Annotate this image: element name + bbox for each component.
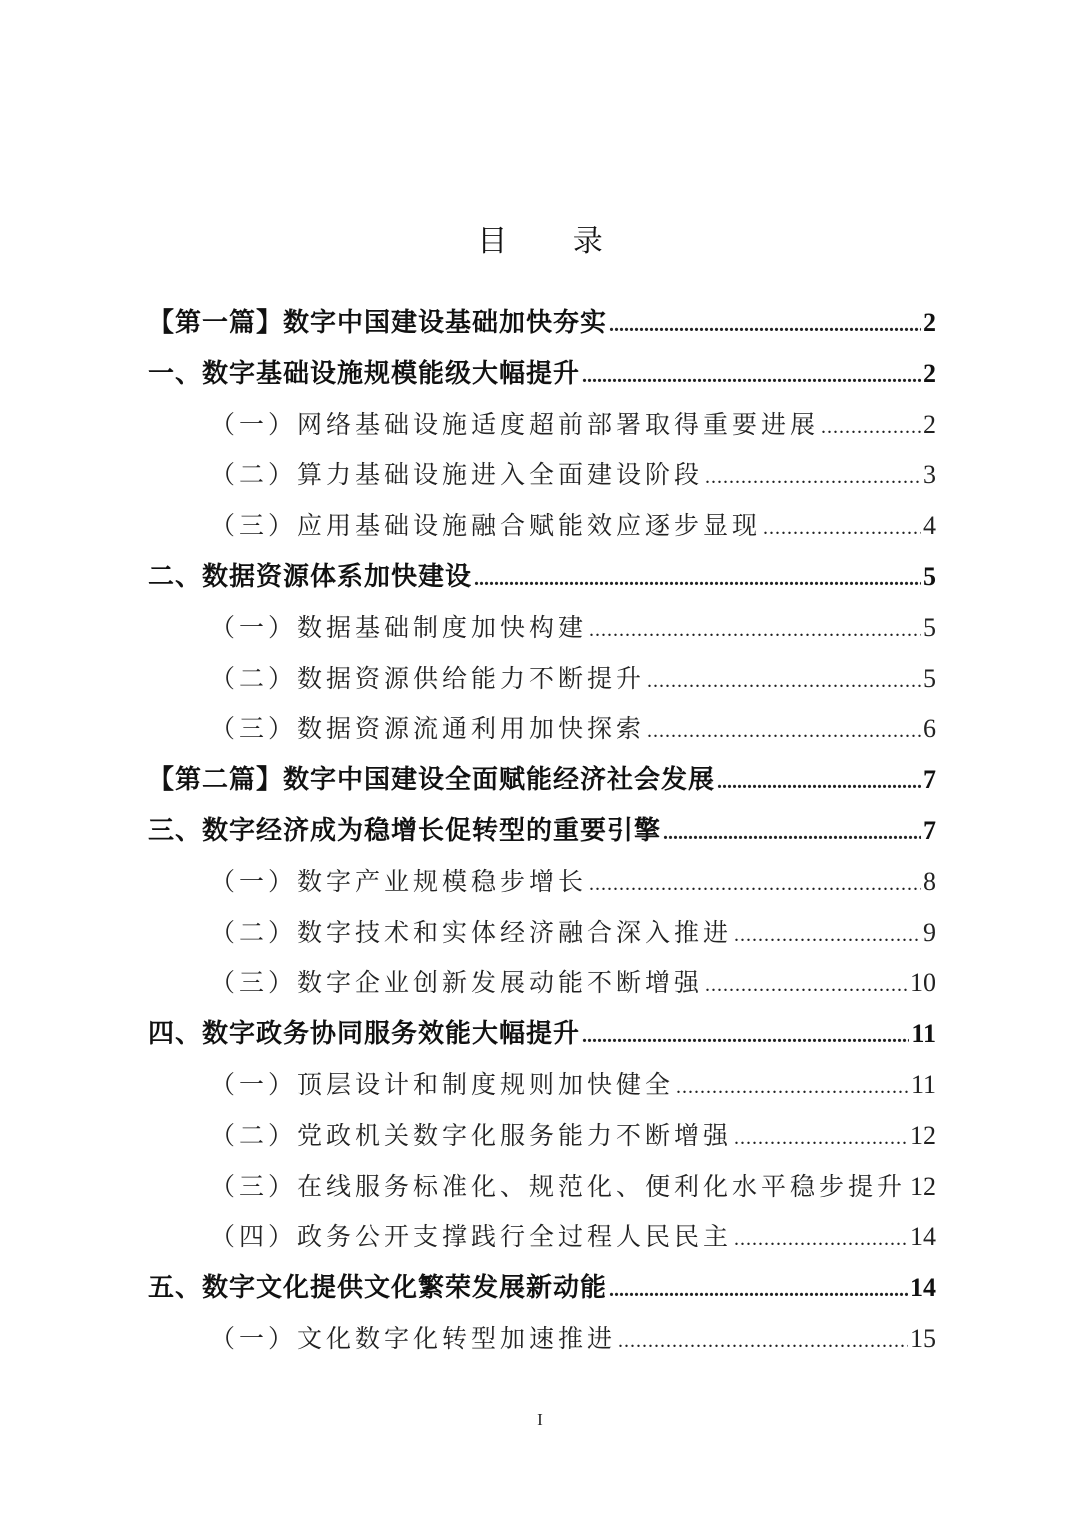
toc-entry-section-5-1[interactable]	[148, 1314, 936, 1365]
toc-entry-label: 【第一篇】数字中国建设基础加快夯实	[148, 308, 608, 338]
toc-entry-label: （三）应用基础设施融合赋能效应逐步显现	[210, 511, 762, 541]
dot-leader	[589, 859, 921, 908]
dot-leader	[821, 402, 921, 451]
toc-entry-section-3-1[interactable]	[148, 857, 936, 908]
toc-entry-page: 12	[910, 1171, 936, 1201]
toc-title: 目 录	[477, 224, 631, 260]
toc-entry-page: 7	[923, 765, 936, 795]
dot-leader	[734, 1214, 908, 1263]
toc-entry-part-2[interactable]	[148, 755, 936, 806]
toc-entry-chapter-2[interactable]	[148, 552, 936, 603]
toc-entry-label: （二）算力基础设施进入全面建设阶段	[210, 460, 704, 490]
toc-entry-label: （一）数据基础制度加快构建	[210, 612, 588, 642]
dot-leader	[609, 300, 921, 349]
toc-entry-chapter-5[interactable]	[148, 1263, 936, 1314]
toc-entry-label: （四）政务公开支撑践行全过程人民民主	[210, 1222, 733, 1252]
dot-leader	[582, 1011, 909, 1060]
toc-entry-page: 6	[923, 714, 936, 744]
toc-entry-page: 14	[910, 1222, 936, 1252]
dot-leader	[589, 605, 921, 654]
dot-leader	[734, 910, 921, 959]
toc-entry-label: （二）数字技术和实体经济融合深入推进	[210, 917, 733, 947]
dot-leader	[663, 808, 921, 857]
toc-entry-page: 2	[923, 358, 936, 388]
toc-entry-section-2-2[interactable]	[148, 654, 936, 705]
toc-entry-page: 2	[923, 308, 936, 337]
toc-entry-page: 11	[911, 1019, 936, 1049]
toc-entry-page: 7	[923, 815, 936, 845]
toc-entry-label: （三）数字企业创新发展动能不断增强	[210, 968, 704, 998]
toc-entry-page: 14	[910, 1273, 936, 1303]
toc-entry-section-3-3[interactable]	[148, 958, 936, 1009]
toc-entry-label: （一）顶层设计和制度规则加快健全	[210, 1069, 675, 1099]
toc-entry-label: （一）网络基础设施适度超前部署取得重要进展	[210, 409, 820, 439]
toc-entry-chapter-3[interactable]	[148, 806, 936, 857]
toc-entry-page: 5	[923, 612, 936, 642]
dot-leader	[705, 960, 908, 1009]
toc-entry-section-2-1[interactable]	[148, 603, 936, 654]
dot-leader	[705, 452, 921, 501]
toc-entry-section-4-4[interactable]	[148, 1212, 936, 1263]
toc-entry-section-3-2[interactable]	[148, 908, 936, 959]
toc-entry-section-1-1[interactable]	[148, 400, 936, 451]
toc-entry-label: 三、数字经济成为稳增长促转型的重要引擎	[148, 815, 662, 846]
toc-entry-page: 11	[910, 1069, 936, 1099]
toc-entry-label: （三）数据资源流通利用加快探索	[210, 714, 646, 744]
toc-entry-page: 5	[923, 561, 936, 591]
toc-entry-label: （三）在线服务标准化、规范化、便利化水平稳步提升	[210, 1171, 907, 1201]
toc-entry-section-4-3[interactable]	[148, 1162, 936, 1213]
toc-entry-part-1[interactable]	[148, 298, 936, 349]
toc-entry-page: 12	[910, 1120, 936, 1150]
toc-entry-page: 5	[923, 663, 936, 693]
toc-entry-section-4-1[interactable]	[148, 1060, 936, 1111]
dot-leader	[647, 656, 921, 705]
toc-entry-label: （二）党政机关数字化服务能力不断增强	[210, 1120, 733, 1150]
toc-entry-chapter-4[interactable]	[148, 1009, 936, 1060]
toc-entry-label: （二）数据资源供给能力不断提升	[210, 663, 646, 693]
dot-leader	[609, 1265, 908, 1314]
toc-entry-page: 8	[923, 866, 936, 896]
dot-leader	[618, 1316, 908, 1365]
toc-entry-label: 五、数字文化提供文化繁荣发展新动能	[148, 1273, 608, 1304]
toc-entry-section-4-2[interactable]	[148, 1111, 936, 1162]
toc-entry-label: 四、数字政务协同服务效能大幅提升	[148, 1019, 581, 1050]
toc-entry-label: 一、数字基础设施规模能级大幅提升	[148, 358, 581, 389]
toc-entry-page: 2	[923, 409, 936, 439]
dot-leader	[474, 554, 921, 603]
dot-leader	[734, 1113, 908, 1162]
toc-entry-page: 10	[910, 968, 936, 998]
toc-entry-section-1-3[interactable]	[148, 501, 936, 552]
dot-leader	[676, 1062, 909, 1111]
toc-entry-label: （一）数字产业规模稳步增长	[210, 866, 588, 896]
toc-entry-chapter-1[interactable]	[148, 349, 936, 400]
dot-leader	[582, 351, 921, 400]
dot-leader	[763, 503, 921, 552]
toc-entry-section-2-3[interactable]	[148, 704, 936, 755]
toc-entry-page: 4	[923, 511, 936, 541]
dot-leader	[717, 757, 921, 806]
toc-entry-page: 9	[923, 917, 936, 947]
toc-entry-page: 15	[910, 1323, 936, 1353]
page-number: I	[537, 1410, 543, 1429]
toc-entry-label: 【第二篇】数字中国建设全面赋能经济社会发展	[148, 765, 716, 796]
toc-entry-label: 二、数据资源体系加快建设	[148, 561, 473, 592]
table-of-contents	[148, 298, 936, 1365]
toc-entry-label: （一）文化数字化转型加速推进	[210, 1323, 617, 1353]
dot-leader	[647, 706, 921, 755]
toc-entry-page: 3	[923, 460, 936, 490]
toc-entry-section-1-2[interactable]	[148, 450, 936, 501]
